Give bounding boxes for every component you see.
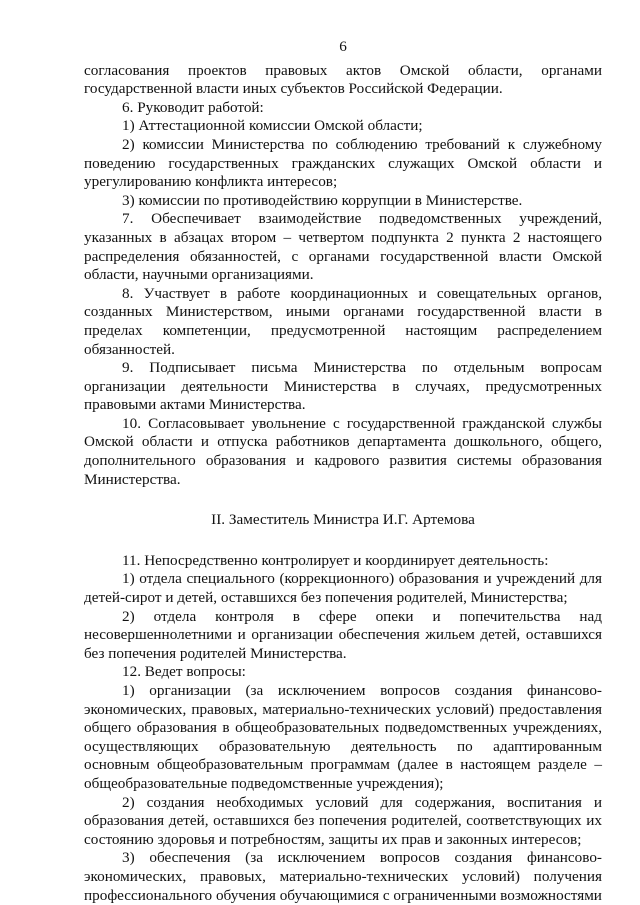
paragraph: 1) организации (за исключением вопросов создания финансово-экономических, правовых, материально-технических условий) предоставления общего образования в общеобразовательных подведомственных учреждениях, осуществляющих образовательную деятельность по адаптированным основным общеобразовательным программам (далее в настоящем разделе – общеобразовательные подведомственные учреждения);	[84, 682, 602, 792]
paragraph: согласования проектов правовых актов Омской области, органами государственной власти иных субъектов Российской Федерации.	[84, 61, 602, 98]
text-block-after	[84, 552, 602, 905]
paragraph: 2) отдела контроля в сфере опеки и попечительства над несовершеннолетними и организации обеспечения жильем детей, оставшихся без попечения родителей Министерства.	[84, 607, 602, 662]
paragraph: 8. Участвует в работе координационных и совещательных органов, созданных Министерством, иными органами государственной власти в пределах компетенции, предусмотренной настоящим распределением обязанностей.	[84, 284, 602, 358]
paragraph: 3) обеспечения (за исключением вопросов создания финансово-экономических, правовых, материально-технических условий) получения профессионального обучения обучающимися с ограниченными возможностями	[84, 849, 602, 904]
paragraph: 1) отдела специального (коррекционного) образования и учреждений для детей-сирот и детей, оставшихся без попечения родителей, Министерства;	[84, 570, 602, 607]
paragraph: 3) комиссии по противодействию коррупции в Министерстве.	[122, 191, 523, 209]
paragraph: 12. Ведет вопросы:	[122, 663, 246, 681]
paragraph: 2) создания необходимых условий для содержания, воспитания и образования детей, оставшихся без попечения родителей, соответствующих их состоянию здоровья и потребностям, защиты их прав и законных интересов;	[84, 793, 602, 848]
paragraph: 7. Обеспечивает взаимодействие подведомственных учреждений, указанных в абзацах втором – четвертом подпункта 2 пункта 2 настоящего распределения обязанностей, с органами государственной власти Омской области, научными организациями.	[84, 210, 602, 284]
paragraph: 1) Аттестационной комиссии Омской области;	[122, 117, 423, 135]
paragraph: 2) комиссии Министерства по соблюдению требований к служебному поведению государственных гражданских служащих Омской области и урегулированию конфликта интересов;	[84, 135, 602, 191]
text-block-before	[84, 62, 602, 490]
paragraph: 10. Согласовывает увольнение с государственной гражданской службы Омской области и отпуска работников департамента дошкольного, общего, дополнительного образования и кадрового развития системы образования Министерства.	[84, 414, 602, 488]
paragraph: 11. Непосредственно контролирует и координирует деятельность:	[122, 551, 549, 569]
page-number: 6	[339, 38, 347, 55]
paragraph: 9. Подписывает письма Министерства по отдельным вопросам организации деятельности Министерства в случаях, предусмотренных правовыми актами Министерства.	[84, 359, 602, 414]
section-heading: II. Заместитель Министра И.Г. Артемова	[211, 511, 475, 529]
paragraph: 6. Руководит работой:	[122, 98, 264, 116]
